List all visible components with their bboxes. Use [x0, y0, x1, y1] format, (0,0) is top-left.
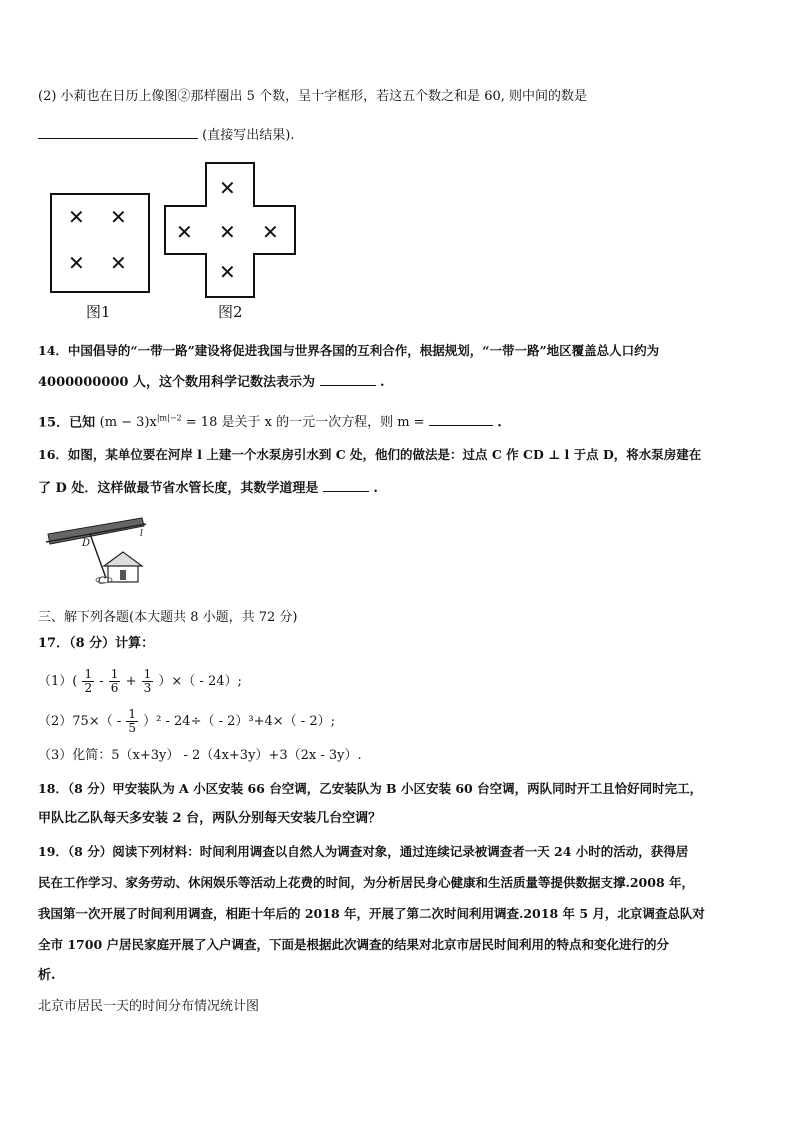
q15-prefix: 15．已知	[38, 415, 96, 431]
fraction: $\frac{1}{5}$	[128, 707, 137, 735]
q17-p1-open: （1）(	[38, 674, 78, 689]
cross-mark-icon: ✕	[176, 220, 193, 244]
q13-part2-line1: (2) 小莉也在日历上像图②那样圈出 5 个数，呈十字框形，若这五个数之和是 60, 则中间的数是	[38, 89, 588, 104]
q14-period: .	[380, 375, 385, 390]
section-3-title: 三、解下列各题(本大题共 8 小题，共 72 分)	[38, 610, 298, 625]
cross-mark-icon: ✕	[110, 251, 127, 275]
q16-text: 了 D 处．这样做最节省水管长度，其数学道理是	[38, 481, 319, 496]
q17-part2	[38, 702, 335, 742]
fraction: $\frac{1}{2}$	[84, 667, 93, 695]
cross-mark-icon: ✕	[219, 176, 236, 200]
svg-text:l: l	[140, 529, 143, 539]
minus-sign: -	[99, 674, 108, 689]
q15-exponent: |m|−2	[156, 414, 182, 423]
chart-caption: 北京市居民一天的时间分布情况统计图	[38, 999, 260, 1014]
answer-blank	[429, 413, 493, 426]
cross-mark-icon: ✕	[110, 205, 127, 229]
river-pump-illustration	[44, 512, 150, 594]
q15-expr-base: (m − 3)x	[99, 415, 157, 431]
q18-line2: 甲队比乙队每天多安装 2 台，两队分别每天安装几台空调？	[38, 811, 382, 826]
q15-expression	[100, 415, 429, 430]
q16-line1: 16．如图，某单位要在河岸 l 上建一个水泵房引水到 C 处，他们的做法是：过点 C 作 CD ⊥ l 于点 D，将水泵房建在	[38, 447, 702, 462]
q14-line2	[38, 373, 385, 392]
cross-mark-icon: ✕	[219, 220, 236, 244]
q19-line3: 我国第一次开展了时间利用调查，相距十年后的 2018 年，开展了第二次时间利用调查.2018 年 5 月，北京调查总队对	[38, 906, 705, 921]
fraction: $\frac{1}{6}$	[110, 667, 119, 695]
q16-line2	[38, 479, 378, 498]
figure-2-caption: 图2	[218, 303, 243, 321]
q14-line1: 14．中国倡导的“一带一路”建设将促进我国与世界各国的互利合作，根据规划，“一带一路”地区覆盖总人口约为	[38, 343, 660, 358]
q15-line	[38, 410, 502, 432]
q18-line1: 18．（8 分）甲安装队为 A 小区安装 66 台空调，乙安装队为 B 小区安装 60 台空调，两队同时开工且恰好同时完工，	[38, 781, 703, 796]
cross-mark-icon: ✕	[68, 251, 85, 275]
answer-blank	[320, 373, 376, 386]
cross-mark-icon: ✕	[219, 260, 236, 284]
q13-part2-line2	[38, 126, 294, 145]
svg-text:C: C	[98, 576, 106, 587]
fraction: $\frac{1}{3}$	[143, 667, 152, 695]
svg-text:D: D	[82, 538, 91, 549]
q19-line4: 全市 1700 户居民家庭开展了入户调查，下面是根据此次调查的结果对北京市居民时间利用的特点和变化进行的分	[38, 937, 669, 952]
cross-mark-icon: ✕	[68, 205, 85, 229]
answer-blank	[38, 126, 198, 139]
q13-part2-hint: (直接写出结果).	[202, 128, 295, 143]
q17-p2-close: ）² - 24÷（ - 2）³+4×（ - 2）;	[143, 714, 335, 729]
q19-line5: 析.	[38, 968, 56, 983]
q17-p1-close: ）×（ - 24）;	[158, 674, 242, 689]
q15-period: .	[497, 415, 502, 431]
plus-sign: +	[125, 674, 137, 689]
q17-part1	[38, 662, 242, 702]
q15-expr-rest: = 18 是关于 x 的一元一次方程，则 m =	[181, 415, 429, 431]
q16-period: .	[373, 481, 378, 496]
q17-p2-open: （2）75×（ -	[38, 714, 126, 729]
q19-line1: 19．（8 分）阅读下列材料：时间利用调查以自然人为调查对象，通过连续记录被调查者一天 24 小时的活动，获得居	[38, 844, 689, 859]
figure-1-caption: 图1	[86, 303, 111, 321]
q14-text: 4000000000 人，这个数用科学记数法表示为	[38, 375, 315, 390]
q17-part3: （3）化简：5（x+3y） - 2（4x+3y）+3（2x - 3y）.	[38, 748, 362, 763]
q17-heading: 17．（8 分）计算：	[38, 636, 155, 651]
cross-mark-icon: ✕	[262, 220, 279, 244]
answer-blank	[323, 479, 369, 492]
q19-line2: 民在工作学习、家务劳动、休闲娱乐等活动上花费的时间，为分析居民身心健康和生活质量等提供数据支撑.2008 年，	[38, 875, 694, 890]
figure-1-square	[50, 193, 150, 293]
